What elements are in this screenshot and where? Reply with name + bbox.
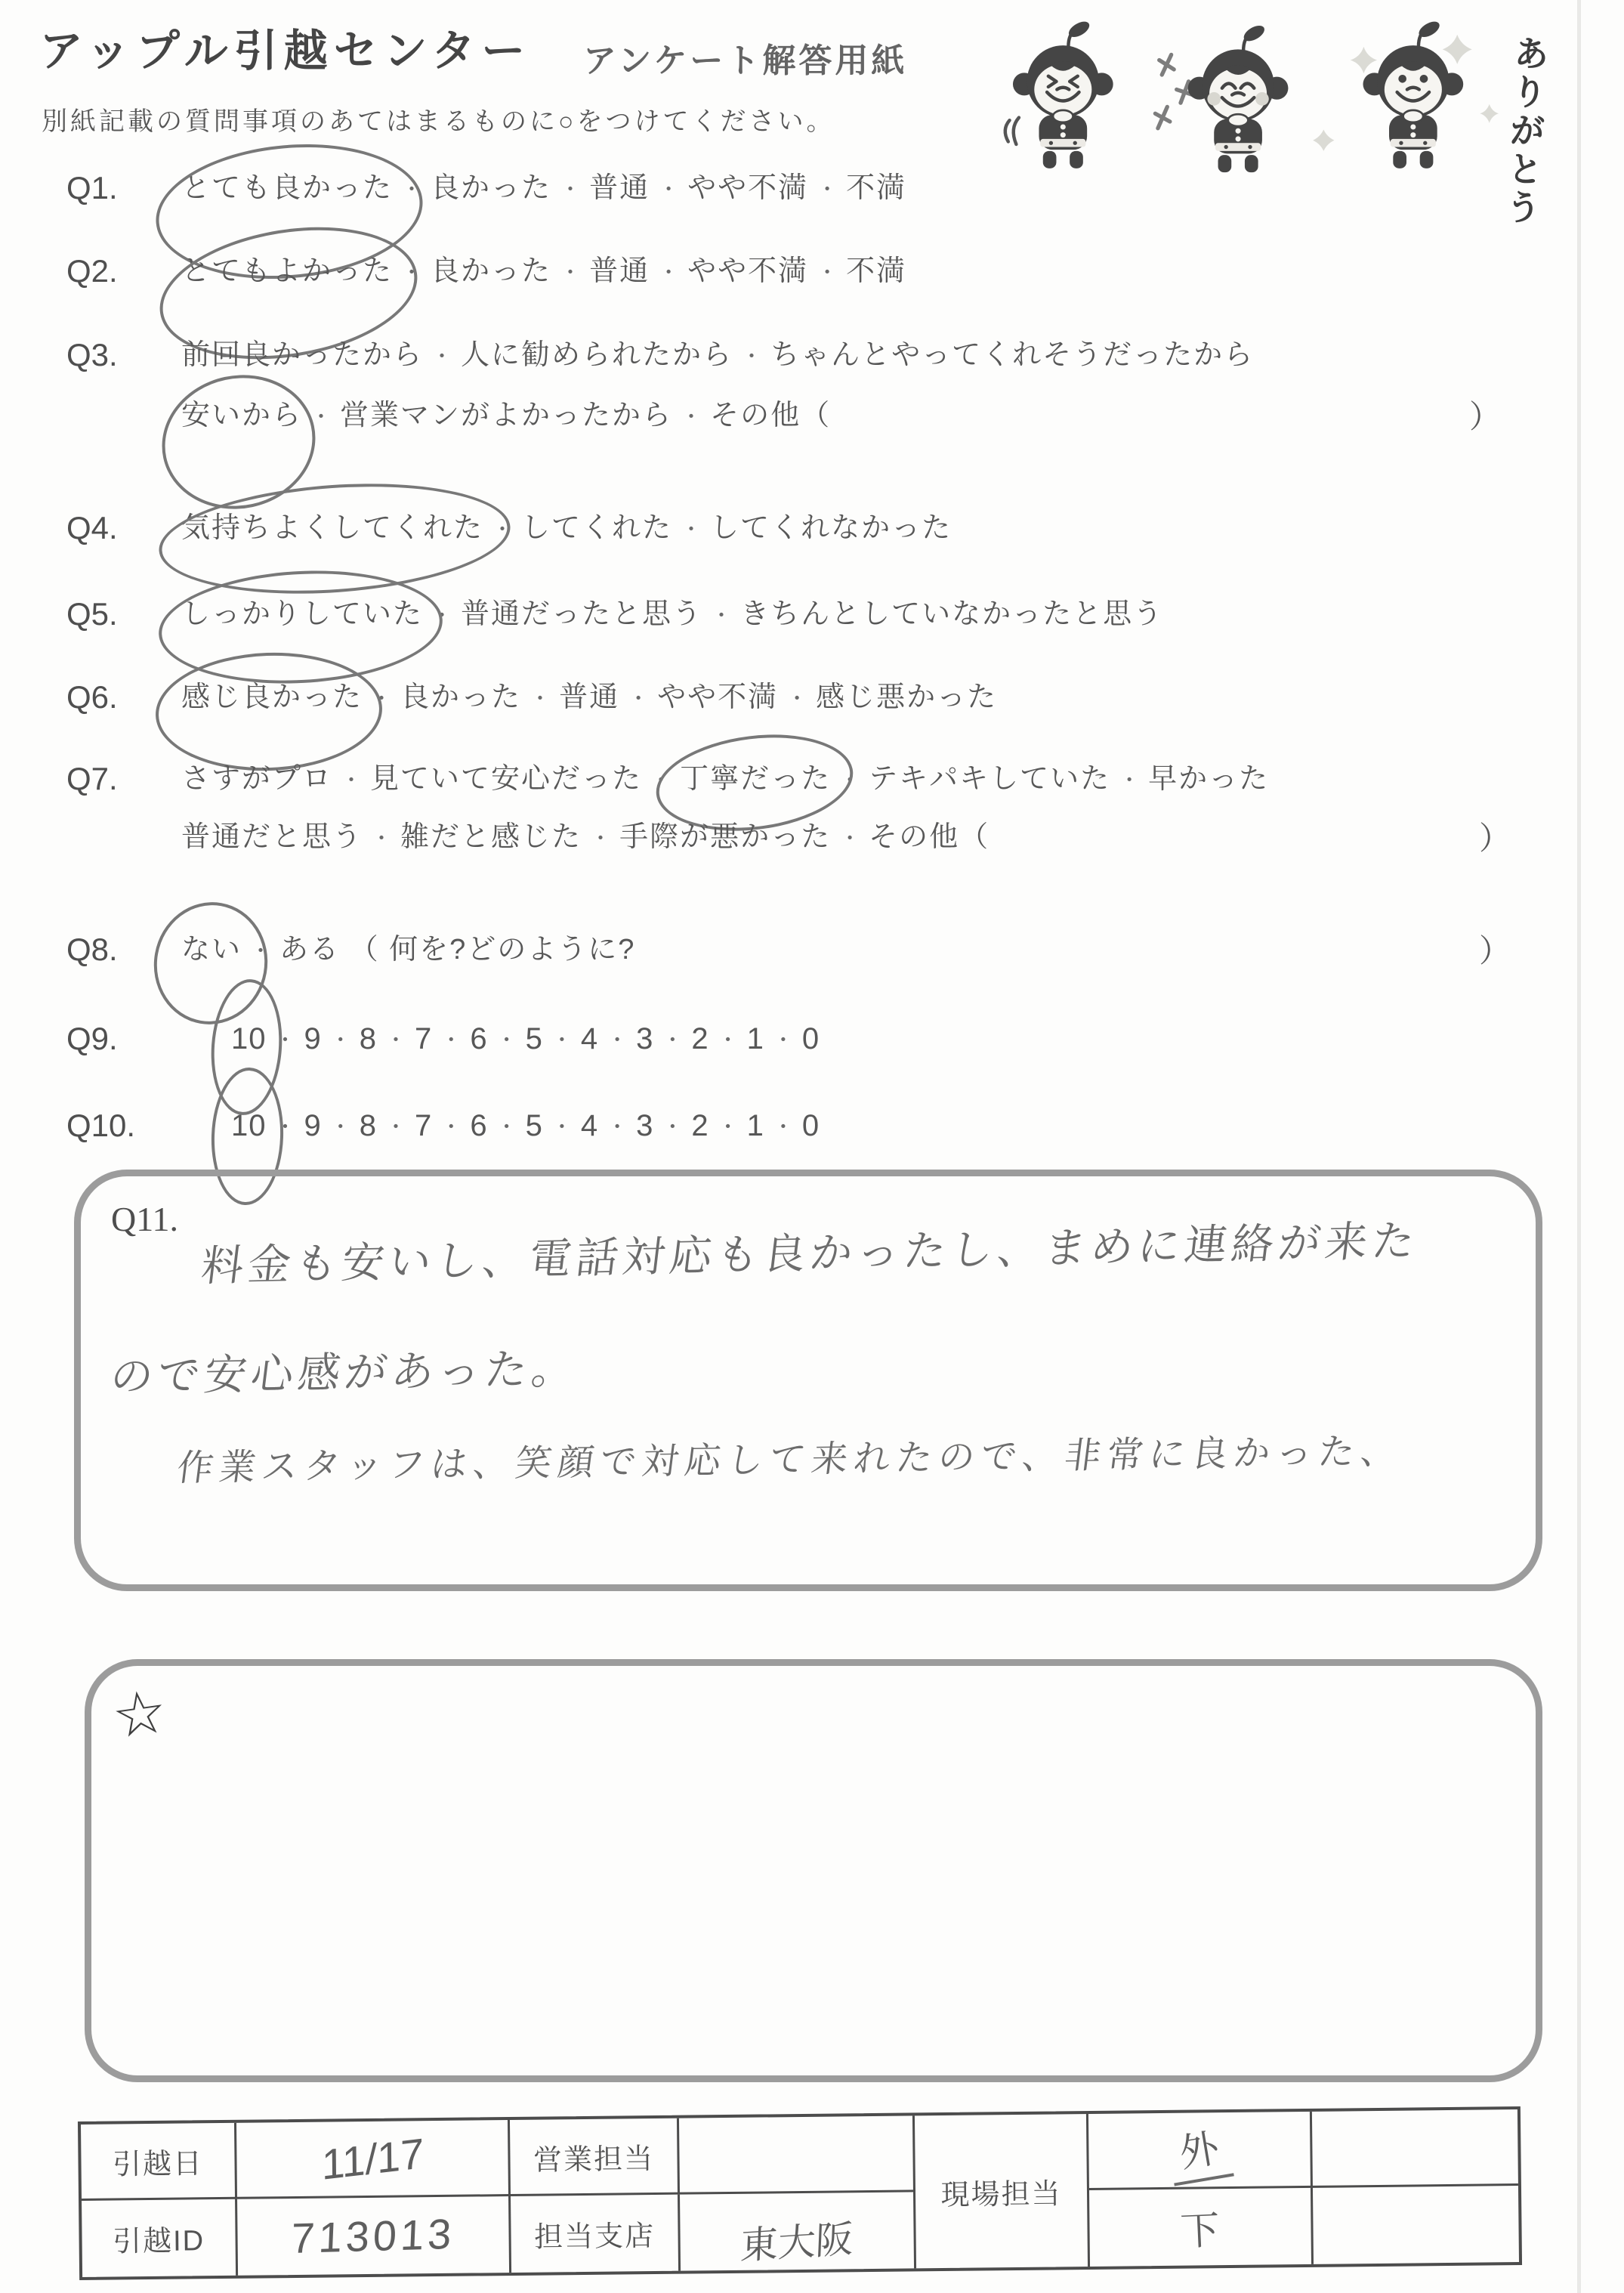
separator-dot: ・ [496, 1028, 517, 1052]
separator-dot: ・ [560, 178, 582, 201]
answer-option: 不満 [846, 172, 907, 204]
separator-dot: ・ [628, 687, 650, 710]
separator-dot: ・ [551, 1028, 573, 1052]
question-label: Q9. [66, 1021, 118, 1056]
answer-option: 普通だと思う [181, 821, 363, 853]
answer-option: その他（ [710, 400, 832, 431]
handwritten-comment-line: ので安心感があった。 [107, 1344, 582, 1401]
answer-option: 7 [415, 1022, 433, 1055]
separator-dot: ・ [786, 687, 808, 710]
separator-dot: ・ [650, 768, 672, 792]
options-line [181, 594, 1163, 635]
separator-dot: ・ [274, 1115, 296, 1139]
separator-dot: ・ [496, 1115, 517, 1139]
answer-option: 見ていて安心だった [370, 763, 643, 795]
answer-option: 安いから [181, 395, 302, 436]
answer-option: 2 [691, 1109, 709, 1142]
separator-dot: ・ [658, 178, 680, 201]
options-line [181, 817, 1511, 858]
options-line [181, 251, 906, 292]
answer-option: 10 [231, 1105, 267, 1146]
site-crew-signature-top: 外 [1088, 2112, 1313, 2190]
answer-option: 0 [801, 1022, 820, 1055]
separator-dot: ・ [607, 1028, 628, 1052]
footer-info-table [78, 2106, 1522, 2280]
branch-value: 東大阪 [680, 2192, 916, 2270]
answer-option: 5 [525, 1109, 543, 1142]
monkey-icon [1363, 20, 1464, 168]
separator-dot: ・ [401, 261, 423, 284]
question-Q8 [0, 929, 1624, 970]
answer-option: 6 [470, 1022, 488, 1055]
question-label: Q8. [66, 932, 118, 967]
answer-option: 2 [691, 1022, 709, 1055]
separator-dot: ・ [274, 1028, 296, 1052]
answer-option: 9 [304, 1022, 322, 1055]
separator-dot: ・ [817, 178, 838, 201]
close-paren: ） [1479, 933, 1511, 969]
separator-dot: ・ [560, 261, 582, 284]
star-icon: ☆ [108, 1676, 171, 1751]
instruction-text: 別紙記載の質問事項のあてはまるものに○をつけてください。 [42, 107, 835, 136]
answer-option: 9 [304, 1109, 322, 1142]
answer-option: 5 [525, 1022, 543, 1055]
separator-dot: ・ [492, 518, 514, 541]
options-line [181, 1105, 820, 1146]
answer-option: 気持ちよくしてくれた [181, 508, 483, 549]
separator-dot: ・ [1119, 768, 1141, 792]
question-label: Q5. [66, 596, 118, 632]
separator-dot: ・ [711, 604, 733, 627]
answer-option: ない [181, 929, 242, 970]
answer-option: 良かった [431, 172, 552, 204]
company-logo-text: アップル引越センター [39, 26, 532, 76]
answer-option: 普通 [559, 681, 620, 713]
question-Q2 [0, 251, 1624, 292]
answer-option: さすがプロ [181, 763, 333, 795]
options-line [181, 759, 1269, 799]
question-label: Q2. [66, 253, 118, 289]
options-line [181, 929, 1511, 970]
answer-option: 丁寧だった [680, 759, 831, 799]
separator-dot: ・ [329, 1028, 351, 1052]
answer-option: とてもよかった [181, 251, 393, 292]
options-line [181, 508, 952, 549]
options-line [181, 168, 906, 209]
answer-option: 8 [359, 1109, 378, 1142]
answer-option: 4 [580, 1022, 599, 1055]
separator-dot: ・ [681, 518, 702, 541]
question-label: Q3. [66, 337, 118, 372]
separator-dot: ・ [590, 827, 612, 850]
q11-comment-box [74, 1170, 1542, 1591]
answer-option: とても良かった [181, 168, 393, 209]
question-label: Q11. [111, 1200, 179, 1238]
close-paren: ） [1469, 399, 1502, 434]
separator-dot: ・ [431, 345, 453, 368]
scan-edge-artifact [1577, 0, 1581, 2293]
thanks-vertical-text: ありがとう [1500, 33, 1551, 229]
answer-option: 不満 [846, 255, 907, 287]
answer-option: してくれなかった [710, 512, 952, 544]
separator-dot: ・ [431, 604, 453, 627]
answer-option: 良かった [431, 255, 552, 287]
move-id-label: 引越ID [82, 2199, 238, 2277]
separator-dot: ・ [772, 1115, 794, 1139]
answer-option: 普通 [589, 172, 650, 204]
question-label: Q7. [66, 761, 118, 796]
question-Q4 [0, 508, 1624, 549]
motion-lines-icon [1005, 118, 1019, 144]
answer-option: 6 [470, 1109, 488, 1142]
options-line [181, 677, 997, 718]
answer-option: 1 [746, 1022, 764, 1055]
separator-dot: ・ [401, 178, 423, 201]
separator-dot: ・ [662, 1115, 684, 1139]
answer-option: やや不満 [687, 172, 809, 204]
separator-dot: ・ [717, 1115, 739, 1139]
separator-dot: ・ [717, 1028, 739, 1052]
sales-rep-value [679, 2115, 915, 2194]
sales-rep-label: 営業担当 [510, 2118, 680, 2196]
separator-dot: ・ [681, 405, 702, 428]
answer-option: 前回良かったから [181, 339, 424, 371]
answer-option: 良かった [400, 681, 522, 713]
separator-dot: ・ [371, 687, 393, 710]
answer-option: 3 [636, 1109, 654, 1142]
handwritten-comment-line: 作業スタッフは、笑顔で対応して来れたので、非常に良かった、 [174, 1431, 1406, 1489]
separator-dot: ・ [385, 1115, 407, 1139]
separator-dot: ・ [772, 1028, 794, 1052]
empty-cell [1313, 2186, 1519, 2264]
answer-option: 営業マンがよかったから [340, 400, 673, 431]
answer-option: 感じ良かった [181, 677, 363, 718]
separator-dot: ・ [662, 1028, 684, 1052]
answer-option: ある （ 何を?どのように? [279, 934, 636, 966]
empty-cell [1312, 2109, 1518, 2188]
separator-dot: ・ [310, 405, 332, 428]
answer-option: 早かった [1148, 763, 1270, 795]
monkey-icon [1013, 20, 1113, 168]
answer-option: 10 [231, 1018, 267, 1059]
move-date-value: 11/17 [236, 2120, 511, 2199]
answer-option: 3 [636, 1022, 654, 1055]
answer-option: 7 [415, 1109, 433, 1142]
answer-option: 4 [580, 1109, 599, 1142]
sparkle-cross-icon [1155, 54, 1193, 128]
form-title: アンケート解答用紙 [583, 42, 908, 79]
answer-option: ちゃんとやってくれそうだったから [770, 339, 1255, 371]
answer-option: やや不満 [657, 681, 779, 713]
question-label: Q10. [66, 1108, 136, 1143]
separator-dot: ・ [385, 1028, 407, 1052]
answer-option: 手際が悪かった [619, 821, 832, 853]
answer-option: しっかりしていた [181, 594, 423, 635]
answer-option: 普通 [589, 255, 650, 287]
separator-dot: ・ [440, 1115, 462, 1139]
site-crew-label: 現場担当 [915, 2114, 1090, 2268]
branch-label: 担当支店 [511, 2195, 681, 2273]
separator-dot: ・ [329, 1115, 351, 1139]
question-Q6 [0, 677, 1624, 718]
move-date-label: 引越日 [81, 2123, 237, 2201]
separator-dot: ・ [529, 687, 551, 710]
answer-option: 8 [359, 1022, 378, 1055]
separator-dot: ・ [440, 1028, 462, 1052]
answer-option: 雑だと感じた [400, 821, 582, 853]
close-paren: ） [1479, 820, 1511, 856]
handwritten-comment-line: 料金も安いし、電話対応も良かったし、まめに連絡が来た [198, 1216, 1422, 1290]
answer-option: 0 [801, 1109, 820, 1142]
move-id-value: 713013 [237, 2196, 511, 2276]
separator-dot: ・ [658, 261, 680, 284]
answer-option: テキパキしていた [869, 763, 1111, 795]
answer-option: 人に勧められたから [461, 339, 733, 371]
separator-dot: ・ [607, 1115, 628, 1139]
extra-comment-box [85, 1659, 1542, 2082]
separator-dot: ・ [341, 768, 363, 792]
answer-option: その他（ [869, 821, 990, 853]
question-Q5 [0, 594, 1624, 635]
separator-dot: ・ [839, 827, 861, 850]
answer-option: 感じ悪かった [816, 681, 998, 713]
question-Q3 [0, 335, 1624, 434]
question-Q1 [0, 168, 1624, 209]
separator-dot: ・ [371, 827, 393, 850]
monkey-icon [1188, 23, 1289, 172]
answer-option: 1 [746, 1109, 764, 1142]
answer-option: やや不満 [687, 255, 809, 287]
site-crew-signature-bottom: 下 [1089, 2188, 1314, 2267]
separator-dot: ・ [817, 261, 838, 284]
answer-option: 普通だったと思う [461, 598, 703, 630]
separator-dot: ・ [839, 768, 861, 792]
answer-option: してくれた [521, 512, 673, 544]
separator-dot: ・ [250, 939, 272, 963]
question-Q10 [0, 1105, 1624, 1146]
question-label: Q4. [66, 510, 118, 545]
answer-option: きちんとしていなかったと思う [740, 598, 1164, 630]
question-label: Q1. [66, 170, 118, 206]
separator-dot: ・ [551, 1115, 573, 1139]
options-line [181, 335, 1254, 375]
question-label: Q6. [66, 679, 118, 715]
question-Q7 [0, 759, 1624, 856]
question-Q9 [0, 1018, 1624, 1059]
options-line [181, 1018, 820, 1059]
separator-dot: ・ [741, 345, 763, 368]
options-line [181, 395, 1502, 436]
